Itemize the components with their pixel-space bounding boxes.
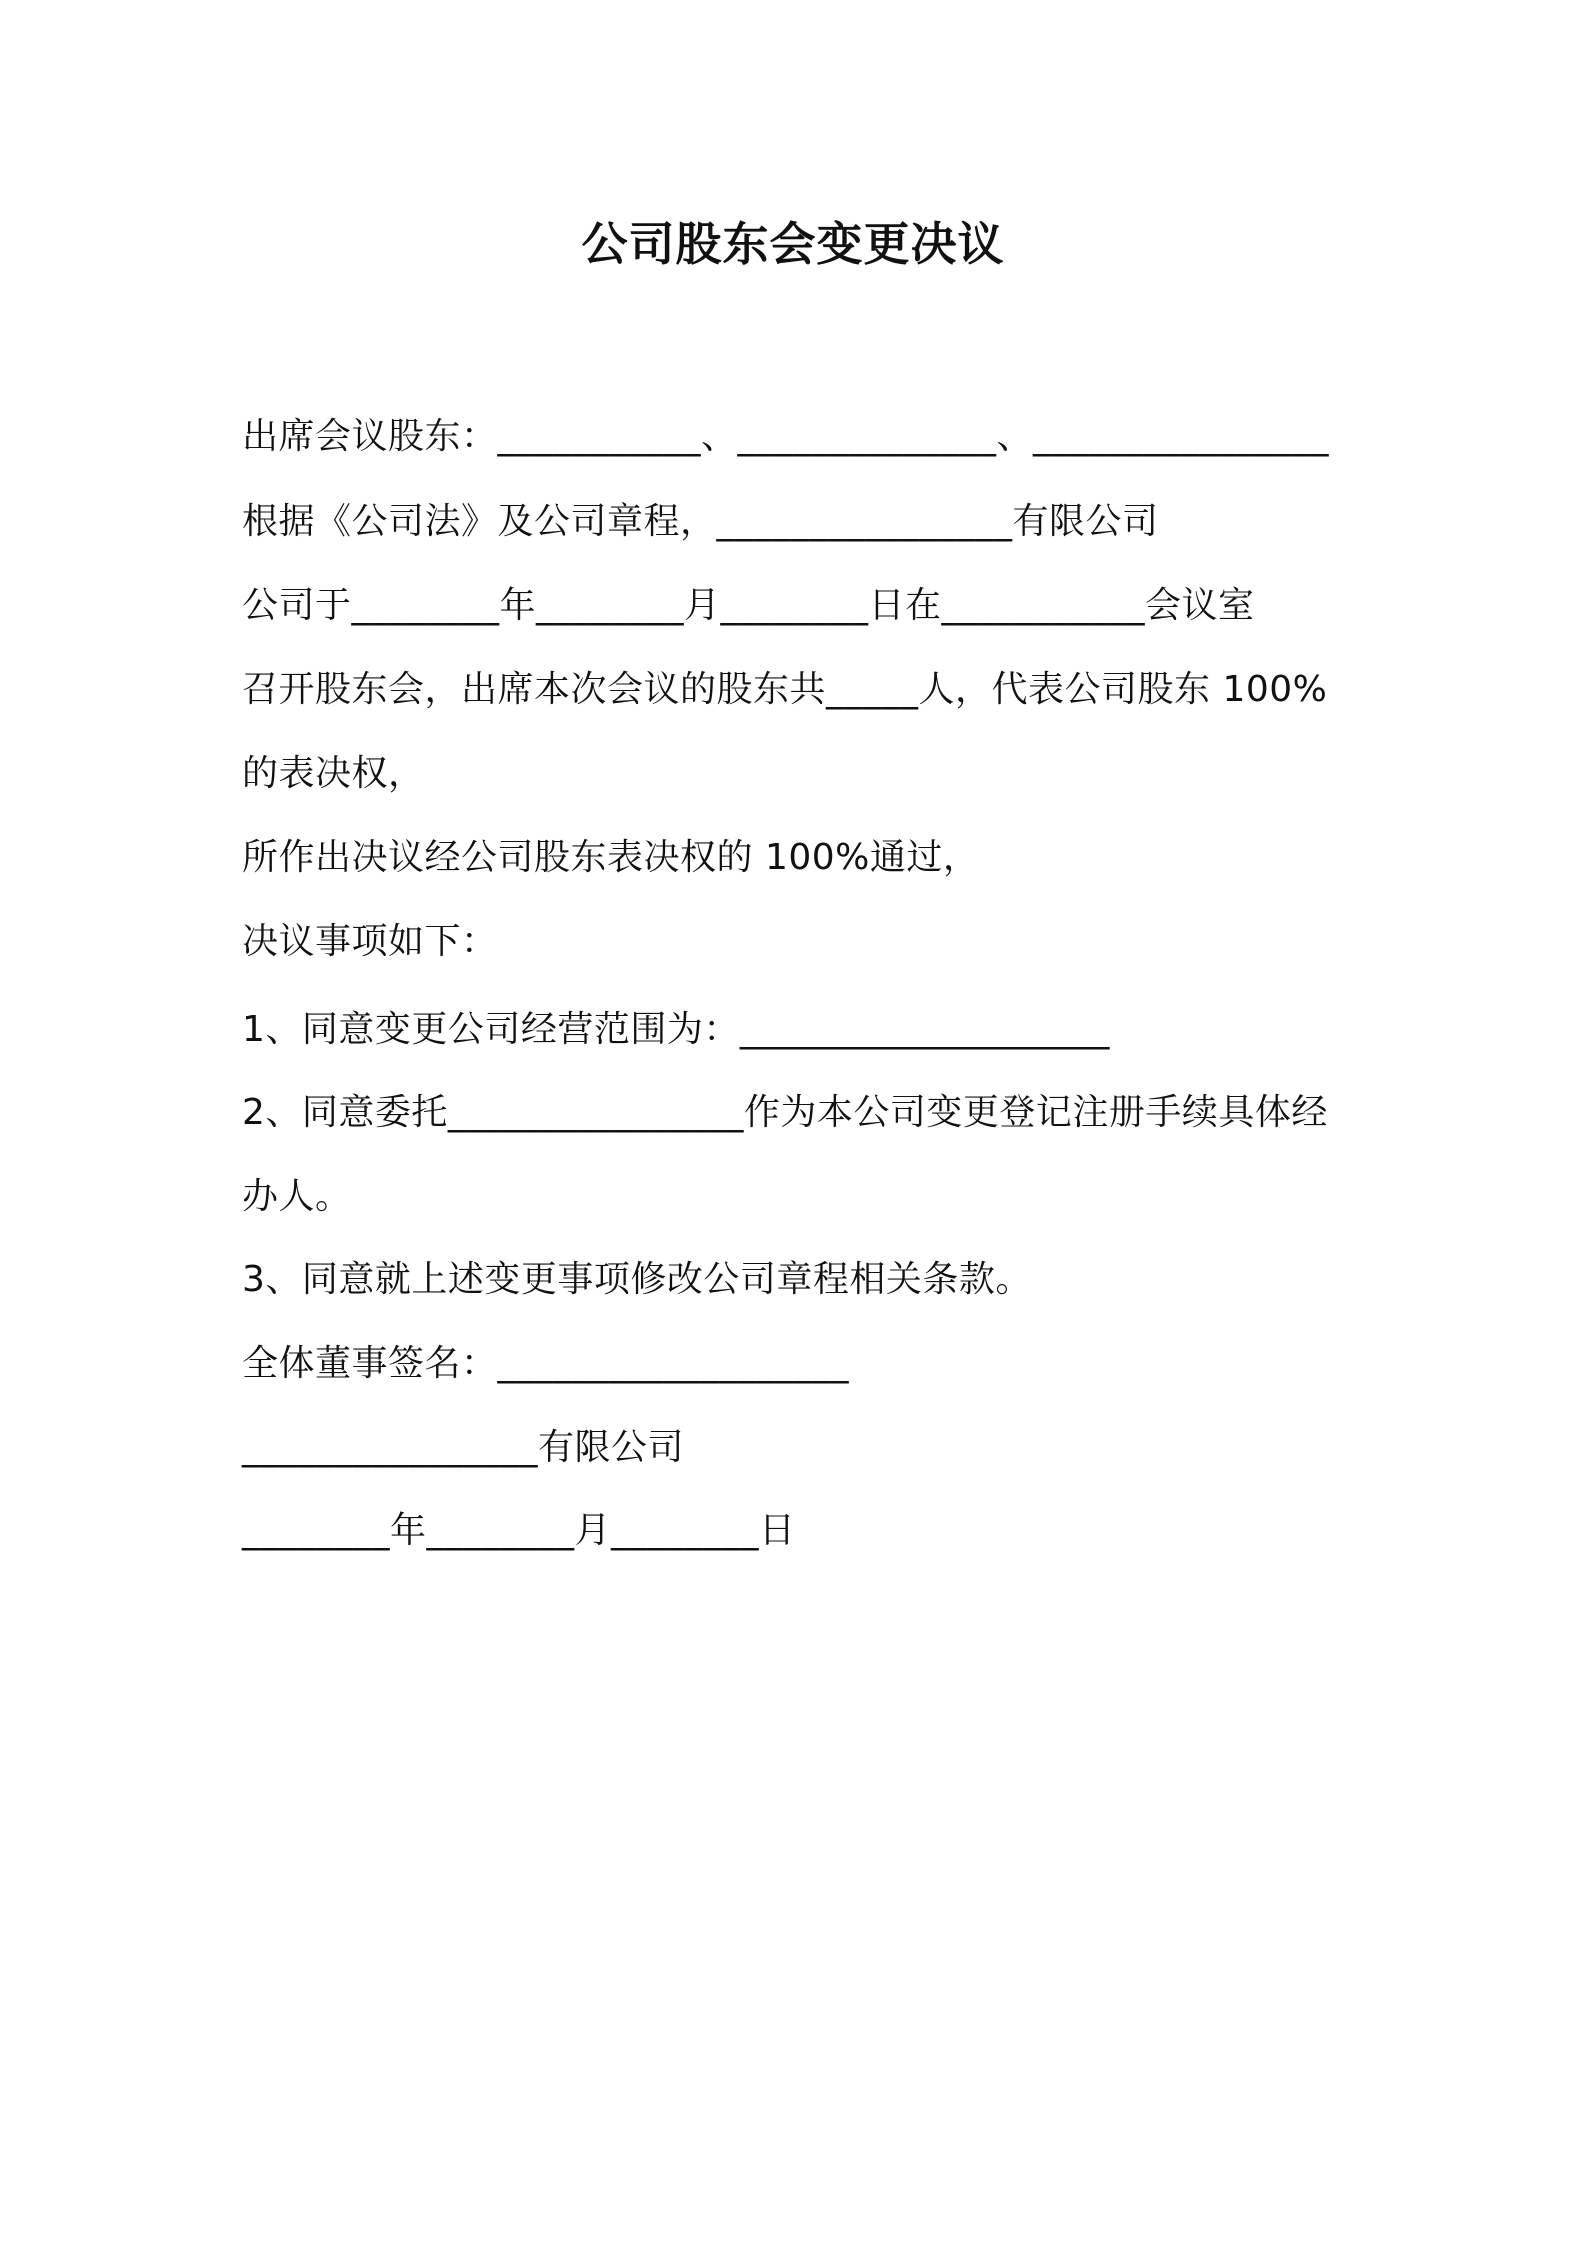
resolution-item-3: 3、同意就上述变更事项修改公司章程相关条款。: [242, 1259, 1032, 1300]
director-signature-line: 全体董事签名：___________________: [242, 1343, 850, 1384]
resolution-passed-line: 所作出决议经公司股东表决权的 100%通过，: [242, 837, 980, 878]
attending-shareholders-line: 出席会议股东：___________、______________、________________: [242, 416, 1330, 457]
meeting-attendance-line: 召开股东会，出席本次会议的股东共_____人，代表公司股东 100%: [242, 669, 1328, 710]
resolution-item-2-continued: 办人。: [242, 1176, 352, 1217]
document-title: 公司股东会变更决议: [581, 217, 1005, 271]
voting-rights-line: 的表决权，: [242, 753, 425, 794]
resolution-item-2: 2、同意委托________________作为本公司变更登记注册手续具体经: [242, 1092, 1328, 1133]
company-name-line: ________________有限公司: [242, 1427, 685, 1468]
resolution-item-1: 1、同意变更公司经营范围为：____________________: [242, 1009, 1110, 1050]
resolution-items-heading: 决议事项如下：: [242, 921, 498, 962]
signature-date-line: ________年________月________日: [242, 1510, 796, 1551]
company-law-line: 根据《公司法》及公司章程，________________有限公司: [242, 501, 1159, 542]
meeting-date-line: 公司于________年________月________日在___________会议室: [242, 585, 1255, 626]
